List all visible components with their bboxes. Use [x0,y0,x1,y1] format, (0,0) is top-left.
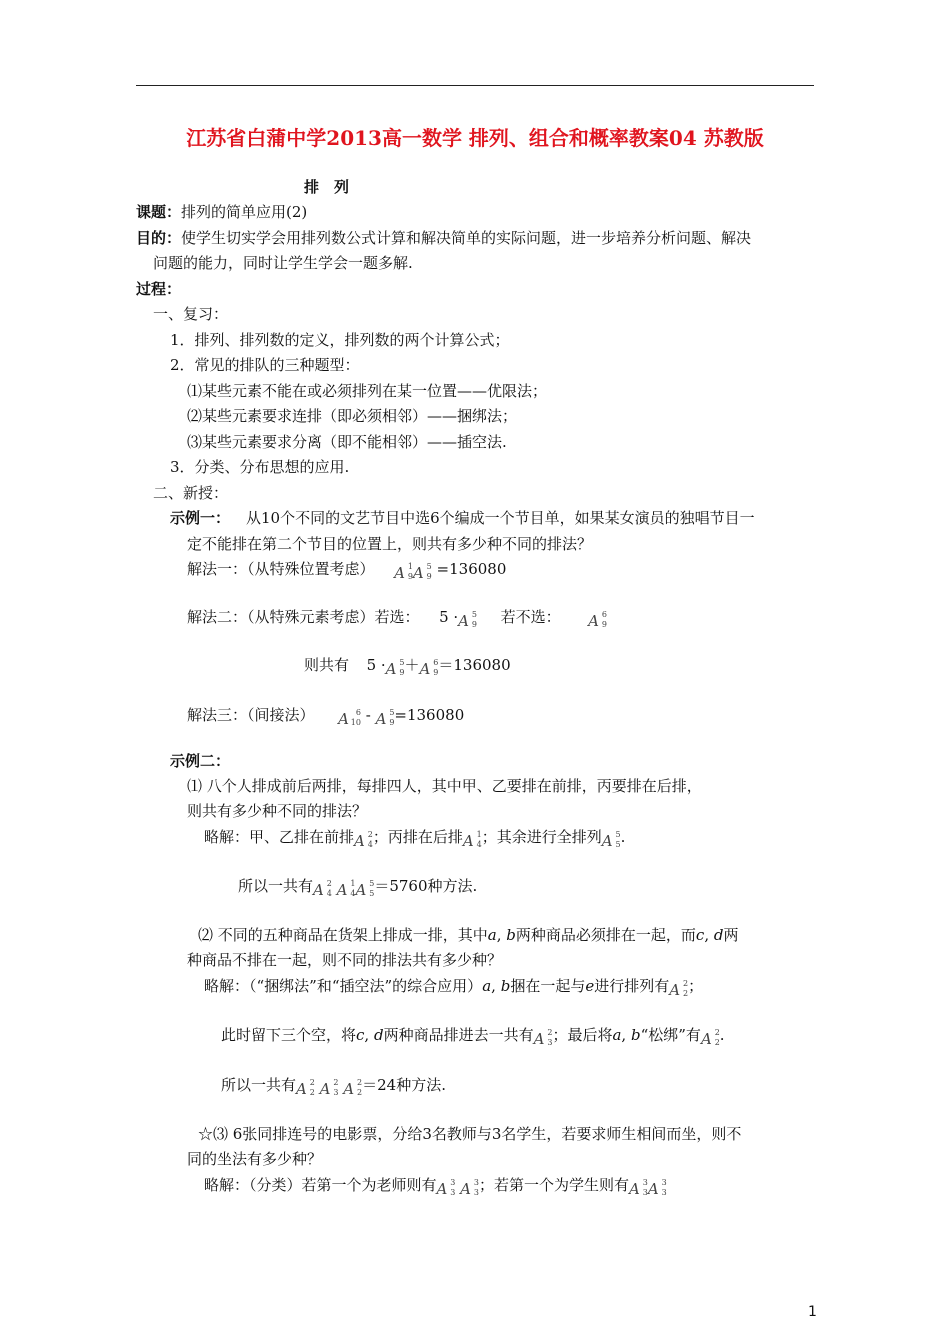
var-a: a [487,926,497,944]
perm-A-3-2: A 2 3 [319,1078,339,1098]
solution-2: 解法二：（从特殊元素考虑）若选： 5 ·A 5 9 若不选： A 6 9 [187,608,607,630]
var-b: b [506,926,516,944]
solution-3 [187,705,464,729]
review-item-2c: ⑶某些元素要求分离（即不能相邻）——插空法. [187,433,507,451]
perm-A-9-5: A 5 9 [385,658,405,678]
perm-A-5-5: A 5 5 [601,830,621,850]
review-item-2b: ⑵某些元素要求连排（即必须相邻）——捆绑法； [187,407,518,425]
example-2-2-solution [204,976,703,1000]
solution-2-ifnot: 若不选： [500,608,561,626]
e22-total-b: ＝24种方法. [362,1076,446,1094]
e21-total-text-a: 所以一共有 [238,877,314,895]
example-2-3-line-2: 同的坐法有多少种？ [187,1150,323,1168]
solution-2-total: 则共有 5 ·A 5 9 ＋A 6 9 ＝136080 [304,656,511,678]
e22-line1-b: 两种商品必须排在一起，而 [515,926,696,944]
solution-1 [187,559,506,583]
perm-A-9-1: A 1 9 [394,562,413,582]
e21-sol-text-b: ；丙排在后排 [372,828,463,846]
e22-s2-c: ；最后将 [552,1026,613,1044]
perm-A-4-2: A 2 4 [313,879,332,899]
section-heading: 排 列 [304,178,350,196]
e21-sol-text-d: . [620,828,626,846]
comma: , [496,926,502,944]
perm-A-4-2: A 2 4 [354,830,373,850]
perm-A-4-1: A 1 4 [336,879,356,899]
subject-label: 课题： [136,203,182,221]
document-title: 江苏省白蒲中学2013高一数学 排列、组合和概率教案04 苏教版 [186,126,764,150]
new-lesson-heading: 二、新授： [153,484,229,502]
example-2-1-solution [204,827,625,851]
comma: , [364,1026,370,1044]
e22-s2-b: 两种商品排进去一共有 [383,1026,534,1044]
solution-2-result: ＝136080 [438,656,511,674]
perm-A-2-2: A 2 2 [296,1078,315,1098]
perm-A-9-6: A 6 9 [419,658,439,678]
example-1-text-1: 从10个不同的文艺节目中选6个编成一个节目单，如果某女演员的独唱节目一 [246,509,755,527]
var-c: c [695,926,705,944]
solution-2-factor-b: 5 [366,656,377,674]
e21-total-text-b: ＝5760种方法. [374,877,478,895]
e22-sol-c: 进行排列有 [594,977,670,995]
solution-2-total-label: 则共有 [304,656,350,674]
goal-text-1: 使学生切实学会用排列数公式计算和解决简单的实际问题，进一步培养分析问题、解决 [181,229,752,247]
perm-A-2-2: A 2 2 [669,979,689,999]
solution-1-label: 解法一：（从特殊位置考虑） [187,560,375,578]
plus-sign: ＋ [404,656,420,674]
e21-sol-text-c: ；其余进行全排列 [481,828,602,846]
comma: , [621,1026,627,1044]
var-b: b [500,977,511,995]
perm-A-3-3: A 3 3 [629,1178,648,1198]
var-c: c [356,1026,365,1044]
e22-line1-c: 两 [723,926,739,944]
solution-3-label: 解法三：（间接法） [187,706,315,724]
example-2-2-total [221,1075,446,1099]
e23-sol-b: ；若第一个为学生则有 [478,1176,629,1194]
perm-A-2-2: A 2 2 [343,1078,363,1098]
review-item-3: 3．分类、分布思想的应用. [170,458,350,476]
solution-2-factor: 5 [439,608,449,626]
example-1-line-1 [170,508,755,528]
header-rule [136,85,814,86]
subject-text: 排列的简单应用(2) [181,203,308,221]
e22-line1-a: ⑵ 不同的五种商品在货架上排成一排，其中 [198,926,488,944]
solution-3-result: =136080 [394,706,465,724]
perm-A-3-3: A 3 3 [647,1178,667,1198]
perm-A-9-6: A 6 9 [588,610,607,630]
review-item-2: 2．常见的排队的三种题型： [170,356,360,374]
solution-1-result: =136080 [436,560,507,578]
example-2-2-line-2: 种商品不排在一起，则不同的排法共有多少种？ [187,951,503,969]
goal-line-1 [136,228,751,248]
minus-sign: - [365,706,371,724]
comma: , [704,926,710,944]
e22-s2-e: . [719,1026,725,1044]
example-2-label: 示例二： [170,752,231,770]
example-2-1-line-1: ⑴ 八个人排成前后两排，每排四人，其中甲、乙要排在前排，丙要排在后排， [187,777,702,795]
var-a: a [612,1026,622,1044]
page-number: 1 [808,1304,817,1320]
example-2-1-line-2: 则共有多少种不同的排法？ [187,802,368,820]
example-2-1-total [238,876,477,900]
subject-line [136,202,307,222]
perm-A-9-5: A 5 9 [375,708,395,728]
e22-total-a: 所以一共有 [221,1076,297,1094]
solution-2-label: 解法二：（从特殊元素考虑）若选： [187,608,420,626]
e22-sol-a: 略解：（“捆绑法”和“插空法”的综合应用） [204,977,483,995]
perm-A-4-1: A 1 4 [462,830,482,850]
goal-label: 目的： [136,229,182,247]
example-1-line-2: 定不能排在第二个节目的位置上，则共有多少种不同的排法？ [187,535,593,553]
e21-sol-text-a: 略解：甲、乙排在前排 [204,828,355,846]
example-2-3-solution [204,1175,667,1199]
e22-sol-b: 捆在一起与 [510,977,586,995]
review-heading: 一、复习： [153,305,229,323]
perm-A-3-3: A 3 3 [460,1178,479,1198]
e22-s2-d: “松绑”有 [640,1026,701,1044]
var-e: e [585,977,595,995]
example-2-3-line-1: ☆⑶ 6张同排连号的电影票，分给3名教师与3名学生，若要求师生相间而坐，则不 [198,1125,742,1143]
perm-A-3-2: A 2 3 [533,1028,553,1048]
perm-A-9-5: A 5 9 [458,610,478,630]
perm-A-3-3: A 3 3 [436,1178,456,1198]
e22-sol-d: ； [688,977,704,995]
comma: , [491,977,496,995]
var-d: d [713,926,724,944]
e22-s2-a: 此时留下三个空，将 [221,1026,357,1044]
example-1-label: 示例一： [170,509,231,527]
perm-A-10-6: A 6 10 [338,708,361,728]
example-2-2-step-2 [221,1025,725,1049]
perm-A-5-5: A 5 5 [355,879,375,899]
var-d: d [373,1026,384,1044]
example-2-2-line-1 [198,925,739,945]
var-b: b [630,1026,641,1044]
e23-sol-a: 略解：（分类）若第一个为老师则有 [204,1176,437,1194]
perm-A-9-5: A 5 9 [412,562,432,582]
perm-A-2-2: A 2 2 [700,1028,720,1048]
process-label: 过程： [136,280,182,298]
var-a: a [482,977,492,995]
review-item-1: 1．排列、排列数的定义，排列数的两个计算公式； [170,331,510,349]
goal-line-2: 问题的能力，同时让学生学会一题多解. [153,254,413,272]
review-item-2a: ⑴某些元素不能在或必须排列在某一位置——优限法； [187,382,548,400]
